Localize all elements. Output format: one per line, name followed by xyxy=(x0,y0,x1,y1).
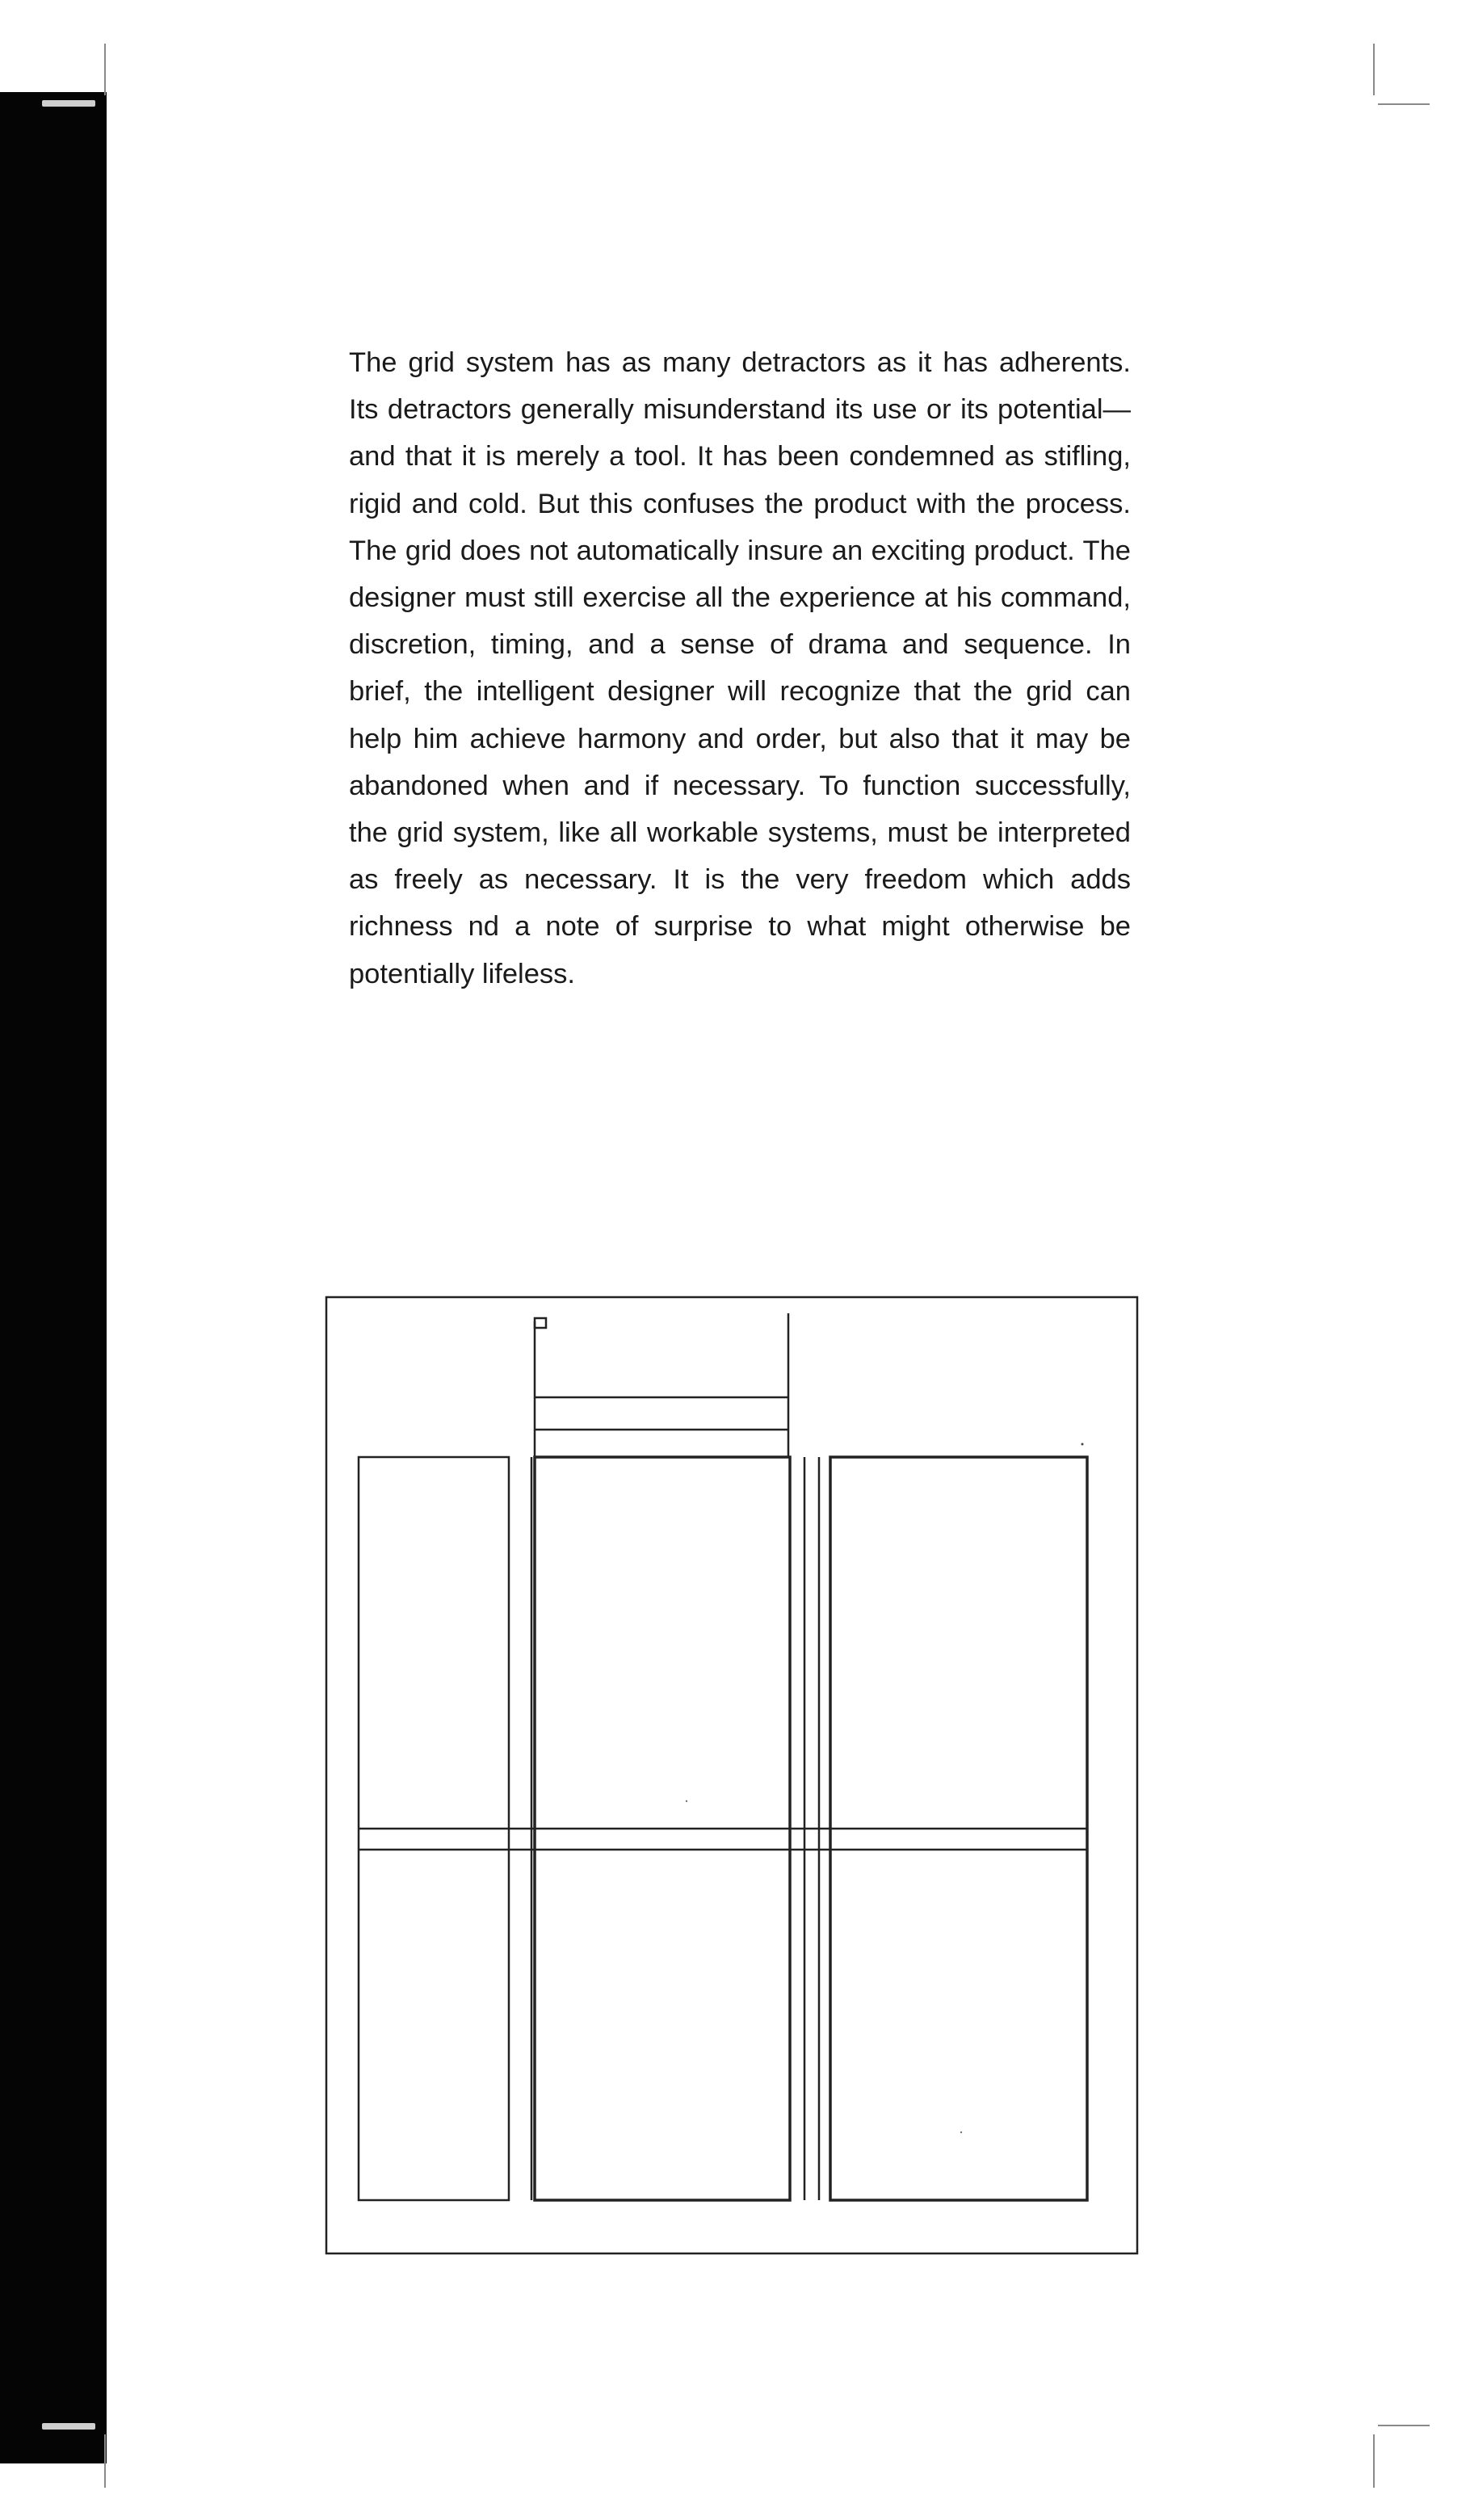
spine-notch-top xyxy=(42,100,95,107)
crop-mark-bottom-right-vertical xyxy=(1373,2434,1375,2488)
crop-mark-bottom-right-horizontal xyxy=(1378,2425,1430,2426)
crop-mark-top-right-horizontal xyxy=(1378,103,1430,105)
grid-outer-frame xyxy=(326,1297,1137,2253)
grid-folio-marker xyxy=(535,1318,546,1328)
crop-mark-top-left xyxy=(104,44,106,95)
grid-diagram xyxy=(323,1292,1140,2258)
book-spine xyxy=(0,92,107,2463)
crop-mark-bottom-left xyxy=(104,2434,106,2488)
crop-mark-top-right-vertical xyxy=(1373,44,1375,95)
speck xyxy=(686,1800,687,1802)
body-paragraph: The grid system has as many detractors as it has adherents. Its detractors generally misunderstand its use or its potential—and that it is merely a tool. It has been condemned as stifling, rigid and cold. But this confuses the product with the process. The grid does not automatically insure an exciting product. The designer must still exercise all the experience at his command, discretion, timing, and a sense of drama and sequence. In brief, the intelligent designer will recognize that the grid can help him achieve harmony and order, but also that it may be abandoned when and if necessary. To function successfully, the grid system, like all workable systems, must be interpreted as freely as necessary. It is the very freedom which adds richness nd a note of surprise to what might otherwise be potentially lifeless. xyxy=(349,347,1131,989)
speck xyxy=(960,2132,962,2133)
speck xyxy=(1082,1443,1084,1446)
spine-notch-bottom xyxy=(42,2423,95,2430)
